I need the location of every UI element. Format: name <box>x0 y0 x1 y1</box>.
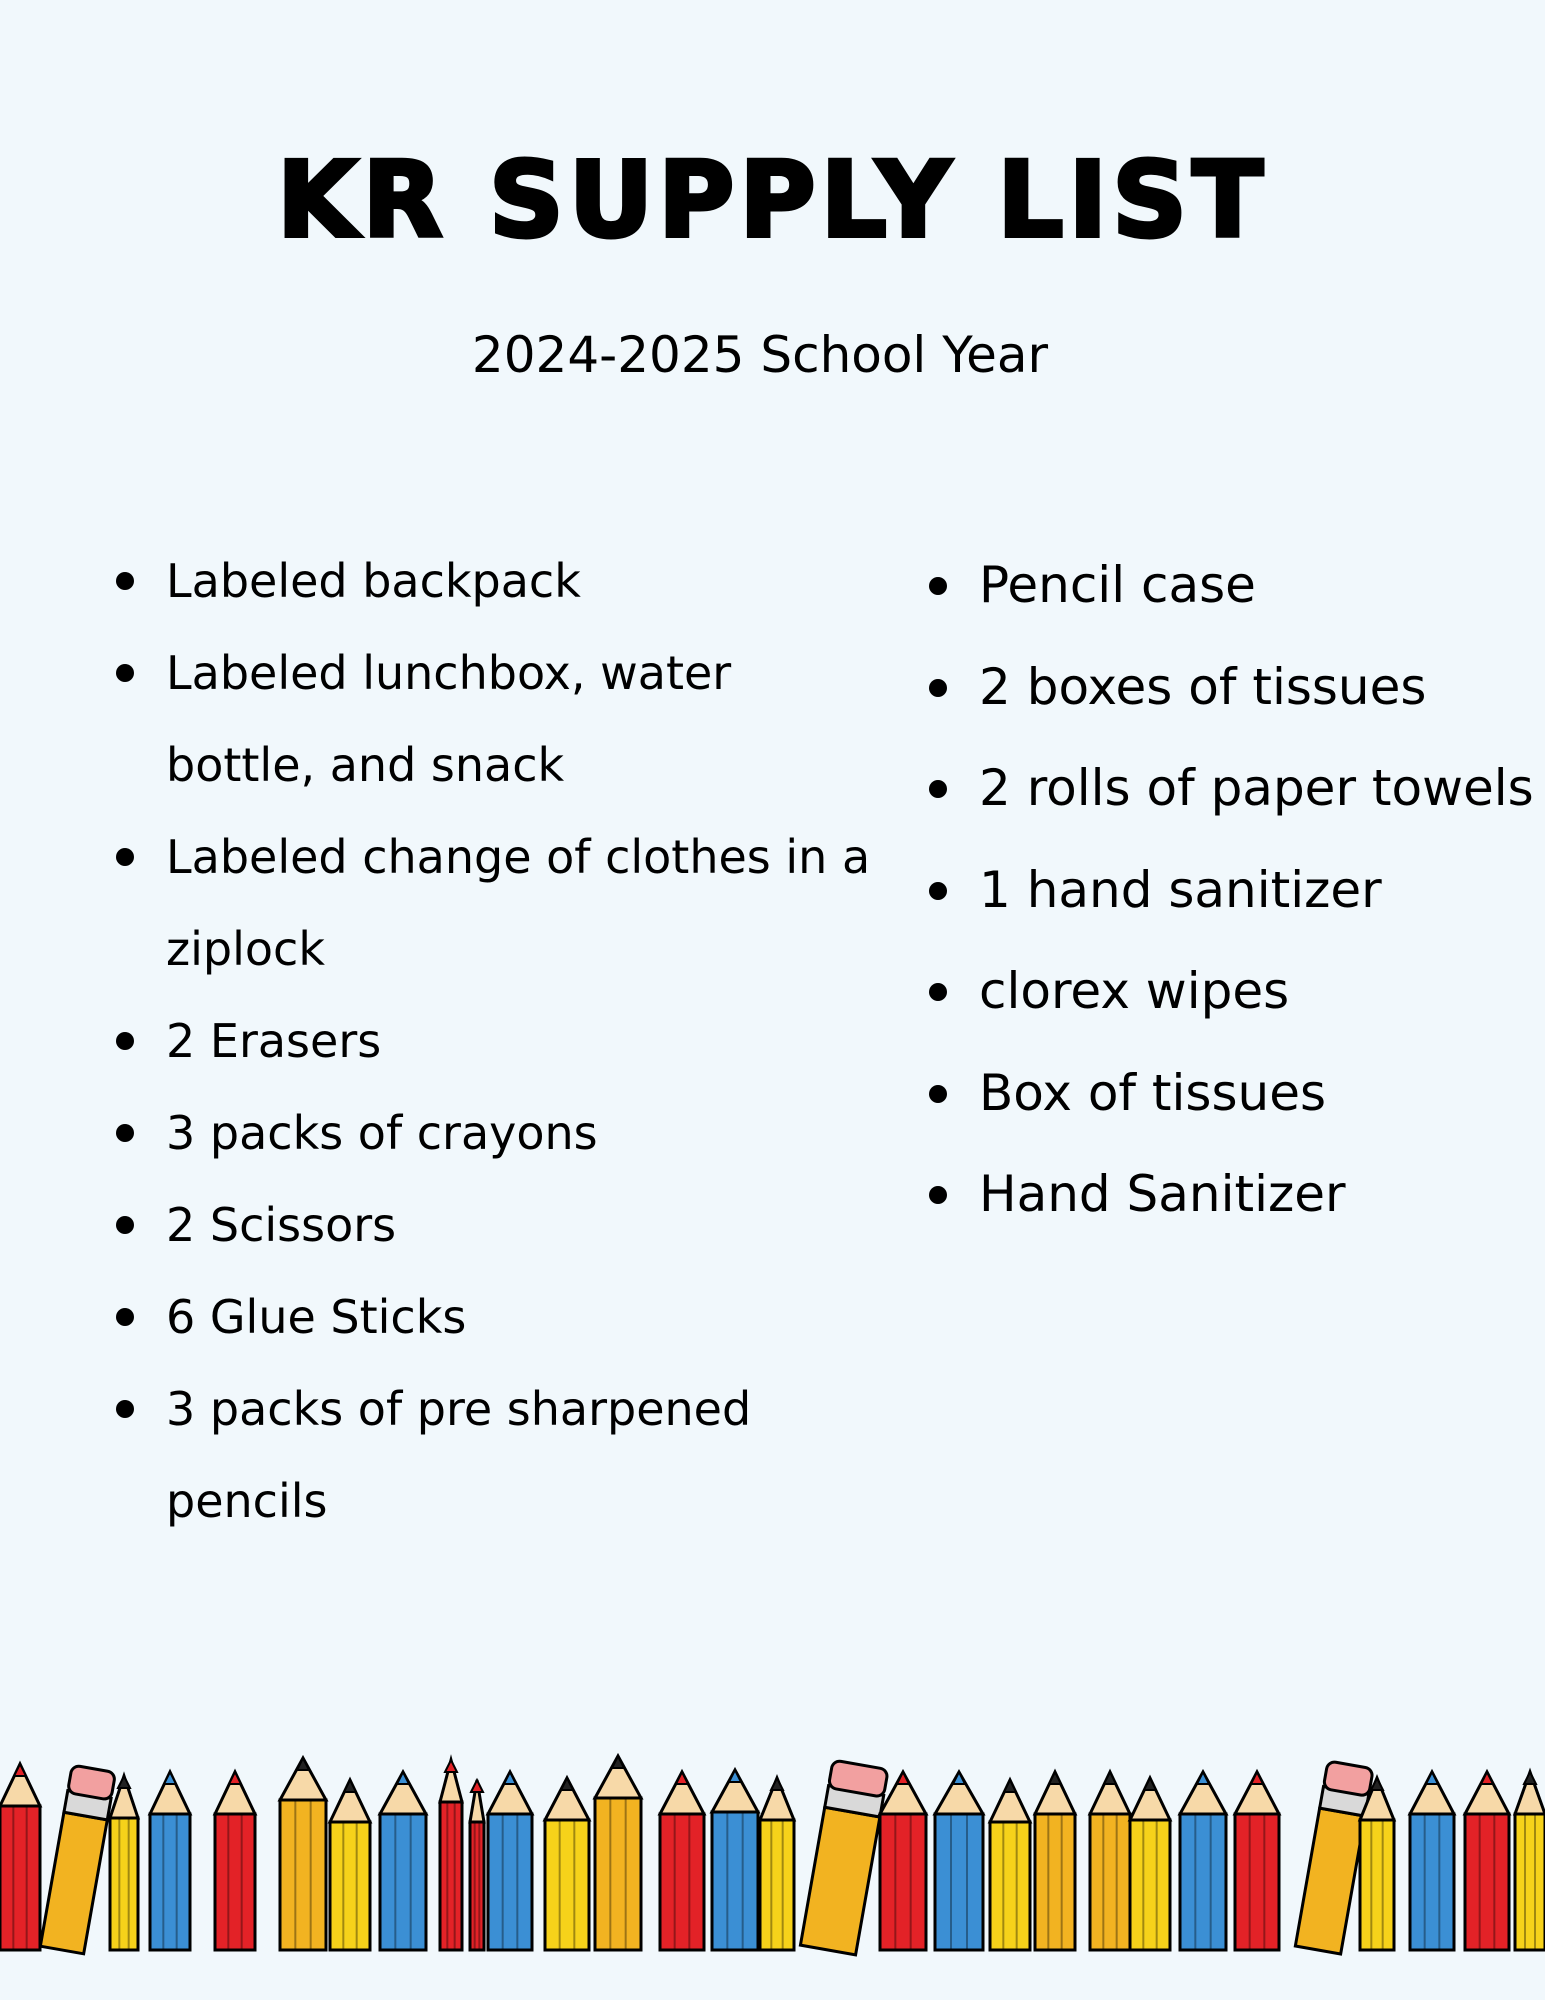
list-item: 2 Scissors <box>112 1179 872 1271</box>
pencil-icon <box>1515 1772 1545 1950</box>
pencil-icon <box>712 1770 758 1950</box>
list-item: Hand Sanitizer <box>925 1144 1545 1246</box>
pencil-icon <box>1090 1772 1130 1950</box>
pencil-icon <box>760 1778 794 1950</box>
list-item: 1 hand sanitizer <box>925 840 1545 942</box>
list-item: 6 Glue Sticks <box>112 1271 872 1363</box>
pencil-icon <box>150 1772 190 1950</box>
pencil-border-icon <box>0 1730 1545 1960</box>
list-item: Pencil case <box>925 535 1545 637</box>
pencil-icon <box>280 1758 326 1950</box>
pencil-icon <box>800 1760 888 1955</box>
pencil-icon <box>488 1772 532 1950</box>
pencil-icon <box>990 1780 1030 1950</box>
pencil-icon <box>215 1772 255 1950</box>
pencil-icon <box>40 1765 115 1954</box>
pencil-icon <box>1130 1778 1170 1950</box>
list-item: 2 boxes of tissues <box>925 637 1545 739</box>
pencil-icon <box>1465 1772 1509 1950</box>
pencil-icon <box>545 1778 589 1950</box>
pencil-icon <box>110 1776 138 1950</box>
pencil-icon <box>1035 1772 1075 1950</box>
page-title: KR SUPPLY LIST <box>276 139 1269 261</box>
school-year-subtitle: 2024-2025 School Year <box>471 326 1049 384</box>
list-item: 3 packs of pre sharpened pencils <box>112 1363 872 1547</box>
supply-list-right <box>925 535 1545 1246</box>
pencil-icon <box>380 1772 426 1950</box>
pencil-icon <box>440 1760 462 1950</box>
pencil-icon <box>0 1764 40 1950</box>
pencil-icon <box>1180 1772 1226 1950</box>
pencil-icon <box>1410 1772 1454 1950</box>
list-item: 2 Erasers <box>112 995 872 1087</box>
pencil-icon <box>595 1756 641 1950</box>
pencil-icon <box>470 1780 484 1950</box>
list-item: 2 rolls of paper towels <box>925 738 1545 840</box>
pencil-icon <box>1235 1772 1279 1950</box>
pencil-icon <box>935 1772 983 1950</box>
pencil-icon <box>1360 1778 1394 1950</box>
pencil-icon <box>330 1780 370 1950</box>
list-item: Labeled change of clothes in a ziplock <box>112 811 872 995</box>
list-item: Box of tissues <box>925 1043 1545 1145</box>
list-item: Labeled lunchbox, water bottle, and snack <box>112 627 872 811</box>
supply-list-left <box>112 535 872 1547</box>
list-item: clorex wipes <box>925 941 1545 1043</box>
pencil-icon <box>880 1772 926 1950</box>
list-item: Labeled backpack <box>112 535 872 627</box>
list-item: 3 packs of crayons <box>112 1087 872 1179</box>
pencil-icon <box>660 1772 704 1950</box>
